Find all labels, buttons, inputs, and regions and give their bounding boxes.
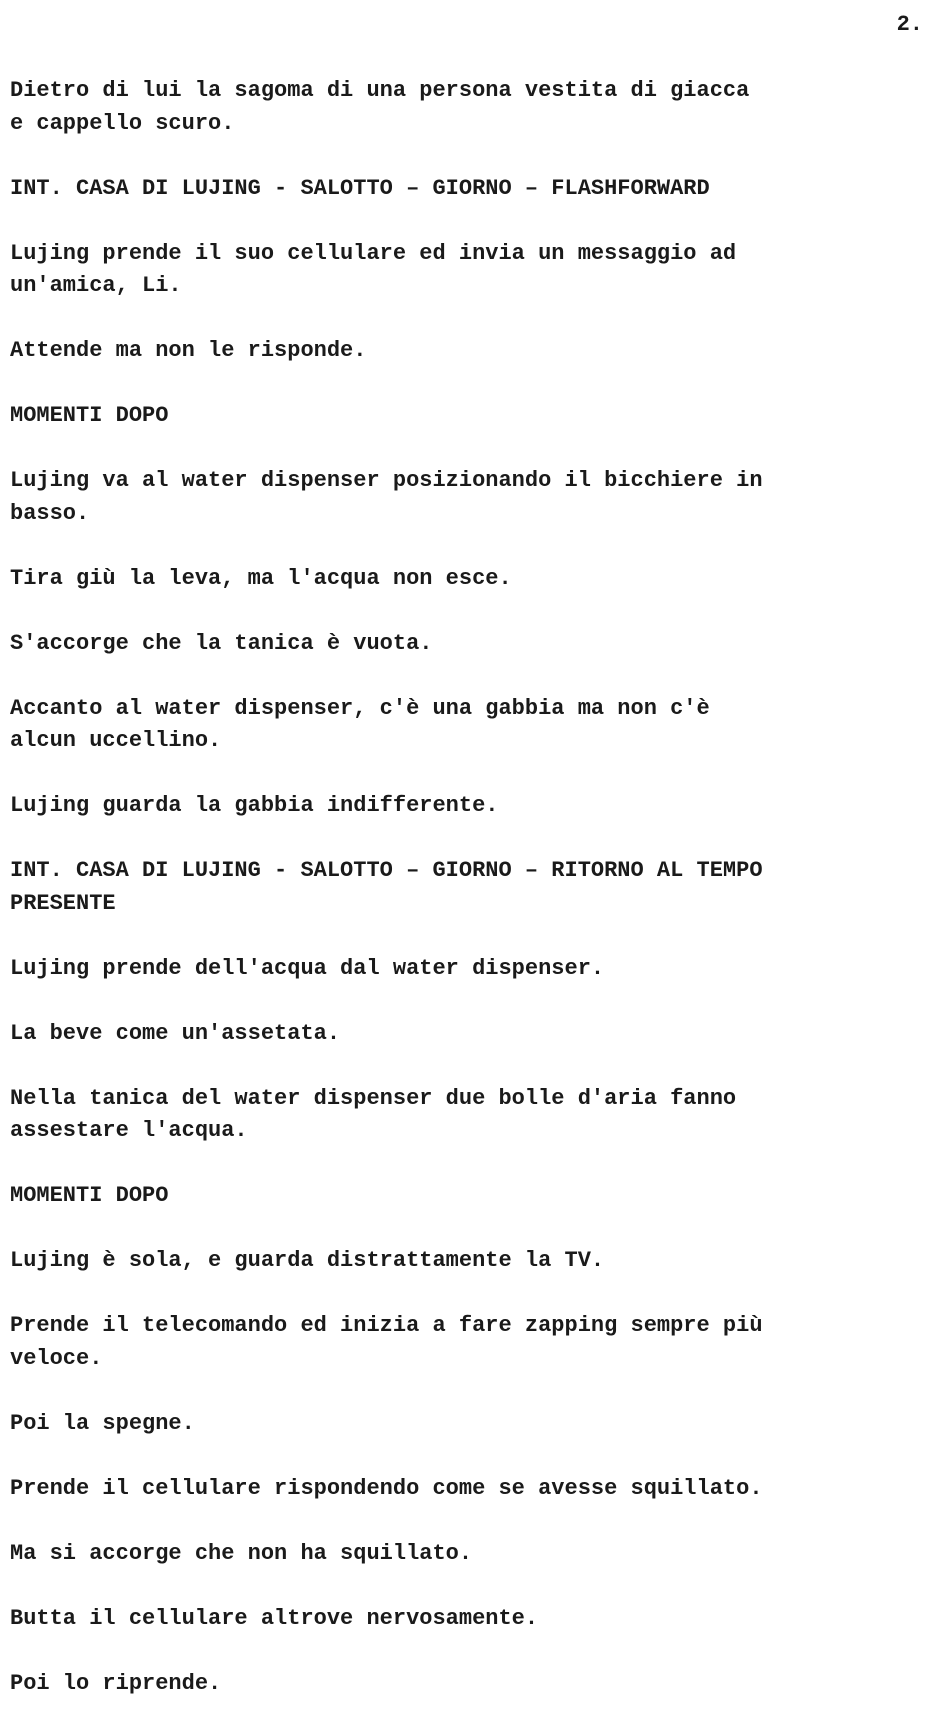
screenplay-body <box>10 75 910 1733</box>
scene-heading: INT. CASA DI LUJING - SALOTTO – GIORNO – FLASHFORWARD <box>10 175 710 201</box>
action-line: Prende il telecomando ed inizia a fare zapping sempre più veloce. <box>10 1313 763 1371</box>
action-line: Accanto al water dispenser, c'è una gabbia ma non c'è alcun uccellino. <box>10 695 710 753</box>
action-line: Prende il cellulare rispondendo come se avesse squillato. <box>10 1475 763 1501</box>
action-line: Ma si accorge che non ha squillato. <box>10 1540 473 1566</box>
action-line: Butta il cellulare altrove nervosamente. <box>10 1605 539 1631</box>
action-line: Poi lo riprende. <box>10 1670 222 1696</box>
action-line: Lujing prende il suo cellulare ed invia un messaggio ad un'amica, Li. <box>10 240 737 298</box>
action-line: S'accorge che la tanica è vuota. <box>10 630 433 656</box>
action-line: Poi la spegne. <box>10 1410 195 1436</box>
action-line: Dietro di lui la sagoma di una persona vestita di giacca e cappello scuro. <box>10 78 750 136</box>
action-line: Lujing guarda la gabbia indifferente. <box>10 793 499 818</box>
scene-heading: INT. CASA DI LUJING - SALOTTO – GIORNO – RITORNO AL TEMPO PRESENTE <box>10 858 763 916</box>
scene-heading: MOMENTI DOPO <box>10 403 169 428</box>
action-line: Lujing è sola, e guarda distrattamente la TV. <box>10 1248 605 1273</box>
action-line: Tira giù la leva, ma l'acqua non esce. <box>10 565 512 591</box>
action-line: Lujing prende dell'acqua dal water dispenser. <box>10 955 605 981</box>
action-line: Lujing va al water dispenser posizionando il bicchiere in basso. <box>10 468 763 526</box>
action-line: Attende ma non le risponde. <box>10 338 367 363</box>
page-number: 2. <box>896 12 923 37</box>
scene-heading: MOMENTI DOPO <box>10 1183 169 1208</box>
action-line: Nella tanica del water dispenser due bolle d'aria fanno assestare l'acqua. <box>10 1085 737 1143</box>
action-line: La beve come un'assetata. <box>10 1020 341 1046</box>
